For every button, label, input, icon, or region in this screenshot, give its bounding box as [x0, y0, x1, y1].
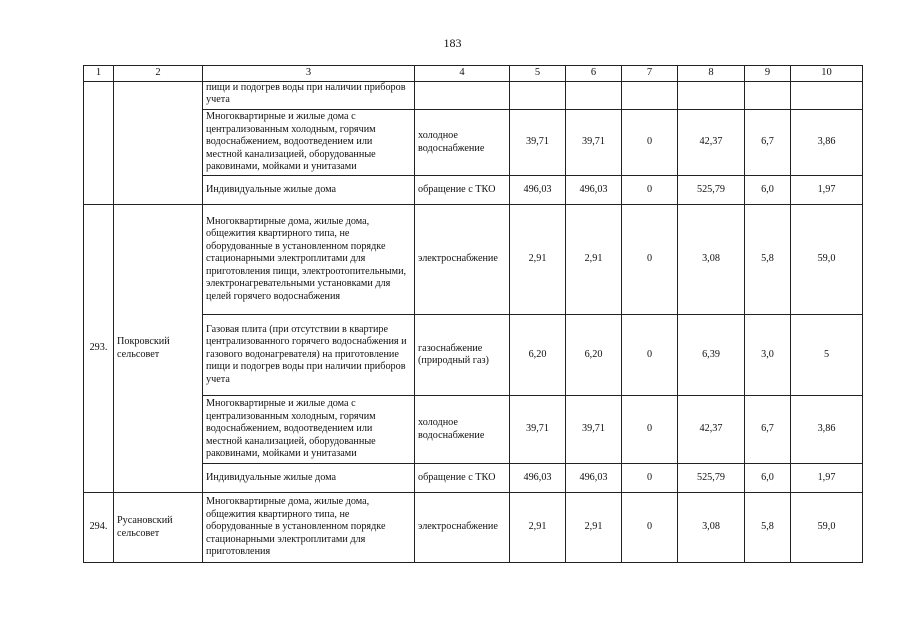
service-cell: электроснабжение [415, 493, 510, 563]
consumer-category-cell: Индивидуальные жилые дома [203, 464, 415, 493]
value-cell: 496,03 [510, 464, 566, 493]
value-cell: 2,91 [510, 205, 566, 315]
page-number: 183 [443, 36, 462, 50]
value-cell: 0 [622, 205, 678, 315]
value-cell [510, 82, 566, 110]
service-cell: холодное водоснабжение [415, 396, 510, 464]
value-cell: 496,03 [566, 176, 622, 205]
value-cell: 6,20 [510, 315, 566, 396]
value-cell: 525,79 [678, 464, 745, 493]
consumer-category-cell: Газовая плита (при отсутствии в квартире централизованного горячего водоснабжения и газового водонагревателя) на приготовление пищи и подогрев воды при наличии приборов учета [203, 315, 415, 396]
consumer-category-cell: Многоквартирные и жилые дома с централизованным холодным, горячим водоснабжением, водоотведением или местной канализацией, оборудованные раковинами, мойками и унитазами [203, 396, 415, 464]
value-cell: 39,71 [510, 110, 566, 176]
value-cell: 0 [622, 110, 678, 176]
column-header: 3 [203, 66, 415, 82]
value-cell: 496,03 [510, 176, 566, 205]
value-cell: 2,91 [510, 493, 566, 563]
consumer-category-cell: Многоквартирные дома, жилые дома, общежития квартирного типа, не оборудованные в установленном порядке стационарными электроплитами для приготовления пищи, электроотопительными, электронагревательными установками для целей горячего водоснабжения [203, 205, 415, 315]
value-cell: 0 [622, 464, 678, 493]
column-header: 9 [745, 66, 791, 82]
value-cell: 2,91 [566, 205, 622, 315]
value-cell: 39,71 [566, 110, 622, 176]
value-cell: 42,37 [678, 110, 745, 176]
row-number-cell [84, 82, 114, 205]
service-cell: холодное водоснабжение [415, 110, 510, 176]
value-cell: 3,08 [678, 205, 745, 315]
value-cell: 5,8 [745, 205, 791, 315]
settlement-cell: Покровский сельсовет [114, 205, 203, 493]
value-cell: 496,03 [566, 464, 622, 493]
row-number-cell: 293. [84, 205, 114, 493]
column-header: 5 [510, 66, 566, 82]
value-cell: 59,0 [791, 493, 863, 563]
value-cell [622, 82, 678, 110]
consumer-category-cell: Индивидуальные жилые дома [203, 176, 415, 205]
value-cell: 59,0 [791, 205, 863, 315]
value-cell: 2,91 [566, 493, 622, 563]
column-header: 7 [622, 66, 678, 82]
table-row [84, 493, 863, 563]
table-row [84, 82, 863, 110]
value-cell [566, 82, 622, 110]
value-cell: 42,37 [678, 396, 745, 464]
column-header: 2 [114, 66, 203, 82]
value-cell: 1,97 [791, 464, 863, 493]
service-cell: газоснабжение (природный газ) [415, 315, 510, 396]
value-cell: 0 [622, 176, 678, 205]
value-cell: 39,71 [510, 396, 566, 464]
column-header: 1 [84, 66, 114, 82]
column-header: 8 [678, 66, 745, 82]
value-cell: 3,0 [745, 315, 791, 396]
value-cell: 1,97 [791, 176, 863, 205]
consumer-category-cell: Многоквартирные дома, жилые дома, общежития квартирного типа, не оборудованные в установленном порядке стационарными электроплитами для приготовления [203, 493, 415, 563]
service-cell: обращение с ТКО [415, 464, 510, 493]
column-header: 10 [791, 66, 863, 82]
value-cell [745, 82, 791, 110]
value-cell: 5,8 [745, 493, 791, 563]
settlement-cell [114, 82, 203, 205]
row-number-cell: 294. [84, 493, 114, 563]
tariff-table [83, 65, 863, 563]
settlement-cell: Русановский сельсовет [114, 493, 203, 563]
service-cell: обращение с ТКО [415, 176, 510, 205]
value-cell: 6,0 [745, 176, 791, 205]
consumer-category-cell: пищи и подогрев воды при наличии приборов учета [203, 82, 415, 110]
header-row [84, 66, 863, 82]
value-cell: 5 [791, 315, 863, 396]
consumer-category-cell: Многоквартирные и жилые дома с централизованным холодным, горячим водоснабжением, водоотведением или местной канализацией, оборудованные раковинами, мойками и унитазами [203, 110, 415, 176]
value-cell: 0 [622, 493, 678, 563]
service-cell: электроснабжение [415, 205, 510, 315]
value-cell [791, 82, 863, 110]
value-cell: 6,0 [745, 464, 791, 493]
value-cell: 525,79 [678, 176, 745, 205]
value-cell: 3,08 [678, 493, 745, 563]
value-cell: 3,86 [791, 110, 863, 176]
value-cell: 0 [622, 396, 678, 464]
value-cell: 6,20 [566, 315, 622, 396]
value-cell: 39,71 [566, 396, 622, 464]
value-cell [678, 82, 745, 110]
value-cell: 3,86 [791, 396, 863, 464]
column-header: 6 [566, 66, 622, 82]
table-row [84, 205, 863, 315]
value-cell: 0 [622, 315, 678, 396]
value-cell: 6,39 [678, 315, 745, 396]
value-cell: 6,7 [745, 110, 791, 176]
column-header: 4 [415, 66, 510, 82]
value-cell: 6,7 [745, 396, 791, 464]
service-cell [415, 82, 510, 110]
